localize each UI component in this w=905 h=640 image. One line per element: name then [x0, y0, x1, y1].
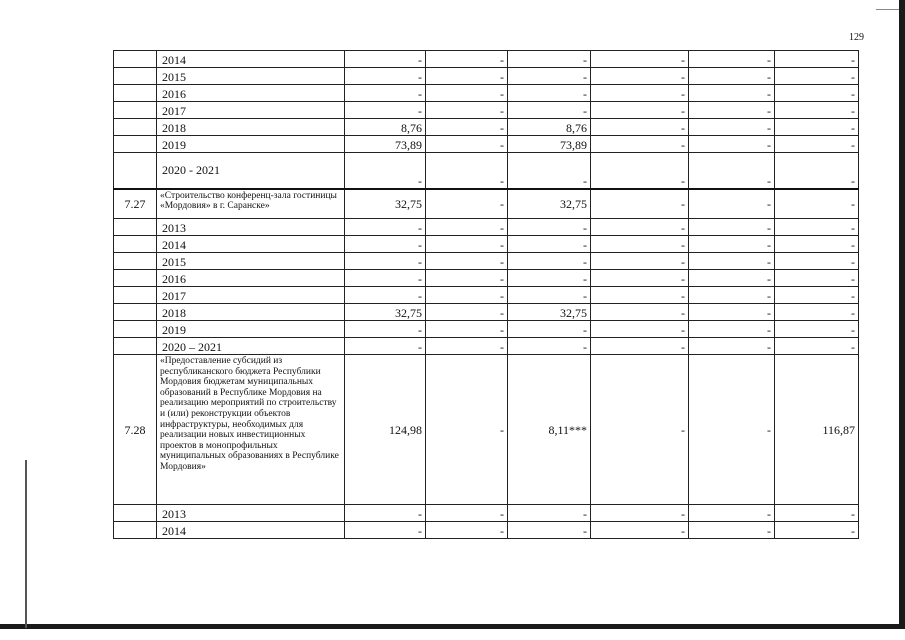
row-number: 7.27: [114, 189, 157, 219]
value-cell: -: [689, 219, 775, 236]
value-cell: -: [689, 355, 775, 505]
value-cell: -: [689, 522, 775, 539]
table-row: [114, 270, 859, 287]
scan-border-left: [25, 460, 27, 628]
table-row: [114, 68, 859, 85]
scan-border-right: [899, 0, 905, 629]
value-cell: 116,87: [775, 355, 859, 505]
row-number: [114, 102, 157, 119]
row-number: [114, 68, 157, 85]
value-cell: -: [345, 51, 426, 68]
year-label: 2018: [157, 304, 345, 321]
value-cell: -: [775, 68, 859, 85]
value-cell: -: [426, 51, 508, 68]
row-number: [114, 304, 157, 321]
value-cell: -: [689, 253, 775, 270]
value-cell: -: [591, 236, 689, 253]
value-cell: -: [591, 51, 689, 68]
value-cell: -: [508, 68, 591, 85]
value-cell: -: [345, 153, 426, 189]
value-cell: -: [689, 321, 775, 338]
scan-border-bottom: [0, 624, 905, 629]
table-row: [114, 338, 859, 355]
table-row: [114, 287, 859, 304]
year-label: 2013: [157, 505, 345, 522]
value-cell: -: [689, 51, 775, 68]
value-cell: -: [775, 51, 859, 68]
value-cell: -: [426, 119, 508, 136]
value-cell: 32,75: [345, 304, 426, 321]
year-label: 2014: [157, 522, 345, 539]
value-cell: -: [775, 236, 859, 253]
value-cell: -: [591, 102, 689, 119]
row-number: [114, 321, 157, 338]
value-cell: -: [508, 522, 591, 539]
year-label: 2017: [157, 287, 345, 304]
row-number: [114, 119, 157, 136]
year-label: 2015: [157, 68, 345, 85]
value-cell: 124,98: [345, 355, 426, 505]
value-cell: -: [689, 85, 775, 102]
value-cell: -: [426, 68, 508, 85]
value-cell: -: [591, 338, 689, 355]
year-label: 2014: [157, 51, 345, 68]
row-number: [114, 236, 157, 253]
value-cell: -: [591, 505, 689, 522]
year-label: 2016: [157, 85, 345, 102]
value-cell: -: [508, 338, 591, 355]
value-cell: 8,76: [345, 119, 426, 136]
table-row: [114, 189, 859, 219]
value-cell: -: [426, 338, 508, 355]
table-row: [114, 522, 859, 539]
table-row: [114, 219, 859, 236]
year-label: 2013: [157, 219, 345, 236]
value-cell: -: [591, 522, 689, 539]
value-cell: -: [591, 119, 689, 136]
value-cell: -: [345, 505, 426, 522]
row-number: [114, 270, 157, 287]
value-cell: -: [345, 522, 426, 539]
value-cell: -: [508, 321, 591, 338]
year-label: 2020 – 2021: [157, 338, 345, 355]
value-cell: -: [591, 136, 689, 153]
value-cell: 8,76: [508, 119, 591, 136]
value-cell: 73,89: [345, 136, 426, 153]
value-cell: -: [345, 85, 426, 102]
row-number: [114, 153, 157, 189]
table-row: [114, 85, 859, 102]
row-number: [114, 522, 157, 539]
value-cell: -: [426, 219, 508, 236]
value-cell: -: [775, 304, 859, 321]
value-cell: -: [426, 189, 508, 219]
value-cell: -: [345, 287, 426, 304]
value-cell: -: [775, 253, 859, 270]
value-cell: -: [775, 505, 859, 522]
value-cell: -: [508, 287, 591, 304]
table-row: [114, 253, 859, 270]
value-cell: 8,11***: [508, 355, 591, 505]
row-number: [114, 287, 157, 304]
value-cell: -: [591, 253, 689, 270]
value-cell: -: [508, 51, 591, 68]
value-cell: -: [689, 68, 775, 85]
value-cell: -: [775, 153, 859, 189]
value-cell: -: [775, 522, 859, 539]
value-cell: -: [689, 236, 775, 253]
value-cell: -: [508, 270, 591, 287]
row-number: [114, 338, 157, 355]
value-cell: -: [426, 136, 508, 153]
year-label: 2018: [157, 119, 345, 136]
row-number: [114, 136, 157, 153]
value-cell: -: [426, 321, 508, 338]
value-cell: -: [775, 189, 859, 219]
value-cell: -: [689, 304, 775, 321]
value-cell: -: [345, 338, 426, 355]
value-cell: -: [345, 253, 426, 270]
table-body: [114, 51, 859, 539]
value-cell: -: [426, 270, 508, 287]
value-cell: -: [591, 219, 689, 236]
year-label: 2016: [157, 270, 345, 287]
value-cell: -: [345, 102, 426, 119]
value-cell: 73,89: [508, 136, 591, 153]
value-cell: -: [775, 270, 859, 287]
row-number: [114, 219, 157, 236]
value-cell: -: [775, 119, 859, 136]
year-label: 2019: [157, 321, 345, 338]
row-number: [114, 253, 157, 270]
value-cell: -: [508, 85, 591, 102]
value-cell: -: [775, 219, 859, 236]
table-row: [114, 355, 859, 505]
value-cell: -: [426, 355, 508, 505]
year-label: 2014: [157, 236, 345, 253]
value-cell: -: [345, 270, 426, 287]
value-cell: -: [345, 219, 426, 236]
value-cell: -: [689, 102, 775, 119]
value-cell: -: [591, 287, 689, 304]
value-cell: -: [689, 153, 775, 189]
value-cell: -: [345, 236, 426, 253]
row-number: 7.28: [114, 355, 157, 505]
value-cell: -: [508, 153, 591, 189]
value-cell: -: [591, 85, 689, 102]
year-label: 2017: [157, 102, 345, 119]
value-cell: -: [775, 338, 859, 355]
value-cell: -: [508, 102, 591, 119]
value-cell: -: [345, 68, 426, 85]
table-row: [114, 136, 859, 153]
year-label: 2019: [157, 136, 345, 153]
table-row: [114, 505, 859, 522]
value-cell: -: [426, 287, 508, 304]
value-cell: -: [689, 287, 775, 304]
value-cell: -: [591, 153, 689, 189]
value-cell: -: [508, 219, 591, 236]
value-cell: -: [426, 153, 508, 189]
value-cell: -: [426, 522, 508, 539]
value-cell: -: [775, 85, 859, 102]
table-row: [114, 51, 859, 68]
value-cell: -: [426, 236, 508, 253]
value-cell: -: [689, 136, 775, 153]
value-cell: -: [591, 189, 689, 219]
value-cell: -: [689, 270, 775, 287]
value-cell: -: [775, 321, 859, 338]
table-row: [114, 236, 859, 253]
row-number: [114, 85, 157, 102]
row-number: [114, 505, 157, 522]
value-cell: -: [689, 338, 775, 355]
value-cell: 32,75: [345, 189, 426, 219]
table-row: [114, 304, 859, 321]
financing-table: [113, 50, 859, 539]
row-number: [114, 51, 157, 68]
page-number: 129: [849, 32, 864, 43]
value-cell: -: [775, 102, 859, 119]
value-cell: -: [345, 321, 426, 338]
value-cell: -: [689, 189, 775, 219]
value-cell: -: [508, 236, 591, 253]
table-row: [114, 102, 859, 119]
value-cell: -: [591, 68, 689, 85]
item-description: «Предоставление субсидий из республиканского бюджета Республики Мордовия бюджетам муниципальных образований в Республике Мордовия на реализацию мероприятий по строительству и (или) реконструкции объектов инфраструктуры, необходимых для реализации новых инвестиционных проектов в монопрофильных муниципальных образованиях в Республике Мордовия»: [157, 355, 345, 505]
year-label: 2020 - 2021: [157, 153, 345, 189]
value-cell: -: [775, 287, 859, 304]
table-row: [114, 119, 859, 136]
value-cell: -: [426, 304, 508, 321]
value-cell: -: [591, 304, 689, 321]
value-cell: -: [508, 505, 591, 522]
value-cell: -: [689, 505, 775, 522]
value-cell: -: [591, 270, 689, 287]
value-cell: -: [591, 321, 689, 338]
value-cell: -: [426, 505, 508, 522]
year-label: 2015: [157, 253, 345, 270]
value-cell: -: [689, 119, 775, 136]
value-cell: 32,75: [508, 189, 591, 219]
table-row: [114, 321, 859, 338]
value-cell: -: [426, 253, 508, 270]
value-cell: -: [426, 102, 508, 119]
item-description: «Строительство конференц-зала гостиницы «Мордовия» в г. Саранске»: [157, 189, 345, 219]
value-cell: -: [775, 136, 859, 153]
value-cell: -: [426, 85, 508, 102]
value-cell: 32,75: [508, 304, 591, 321]
value-cell: -: [508, 253, 591, 270]
value-cell: -: [591, 355, 689, 505]
table-row: [114, 153, 859, 189]
